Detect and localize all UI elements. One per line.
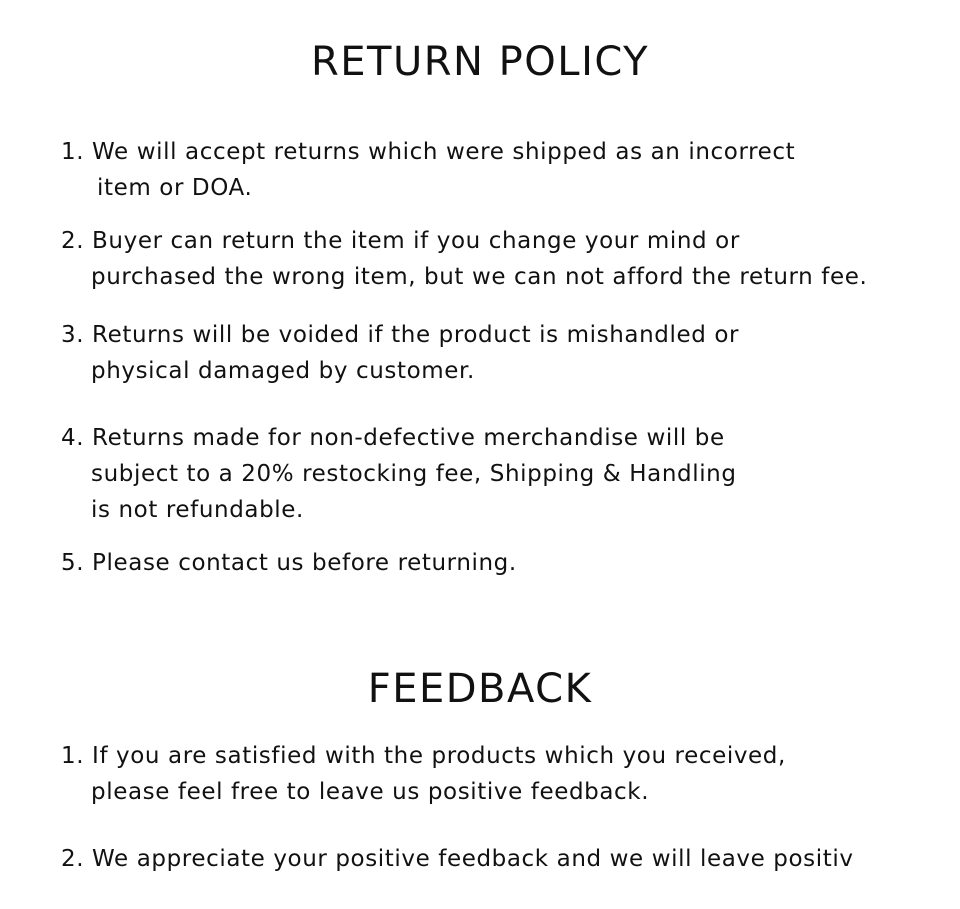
feedback-item-1 (61, 738, 786, 810)
item-line: 3. Returns will be voided if the product is mishandled or (61, 322, 740, 348)
return-policy-item-3 (61, 317, 739, 389)
return-policy-item-5 (61, 545, 517, 581)
return-policy-heading: RETURN POLICY (310, 39, 650, 85)
item-line: 1. If you are satisfied with the products which you received, (61, 743, 786, 769)
item-line: 2. We appreciate your positive feedback and we will leave positiv (61, 846, 854, 872)
item-line: item or DOA. (97, 175, 253, 201)
item-line: please feel free to leave us positive feedback. (91, 779, 650, 805)
feedback-heading: FEEDBACK (367, 666, 593, 712)
feedback-item-2 (61, 841, 854, 877)
item-line: 1. We will accept returns which were shipped as an incorrect (61, 139, 796, 165)
return-policy-item-1 (61, 134, 795, 206)
item-line: subject to a 20% restocking fee, Shipping & Handling (91, 461, 737, 487)
return-policy-item-4 (61, 420, 737, 528)
return-policy-item-2 (61, 223, 867, 295)
item-line: 4. Returns made for non-defective merchandise will be (61, 425, 725, 451)
item-line: is not refundable. (91, 497, 304, 523)
item-line: 2. Buyer can return the item if you change your mind or (61, 228, 740, 254)
item-line: purchased the wrong item, but we can not afford the return fee. (91, 264, 868, 290)
item-line: physical damaged by customer. (91, 358, 475, 384)
item-line: 5. Please contact us before returning. (61, 550, 517, 576)
